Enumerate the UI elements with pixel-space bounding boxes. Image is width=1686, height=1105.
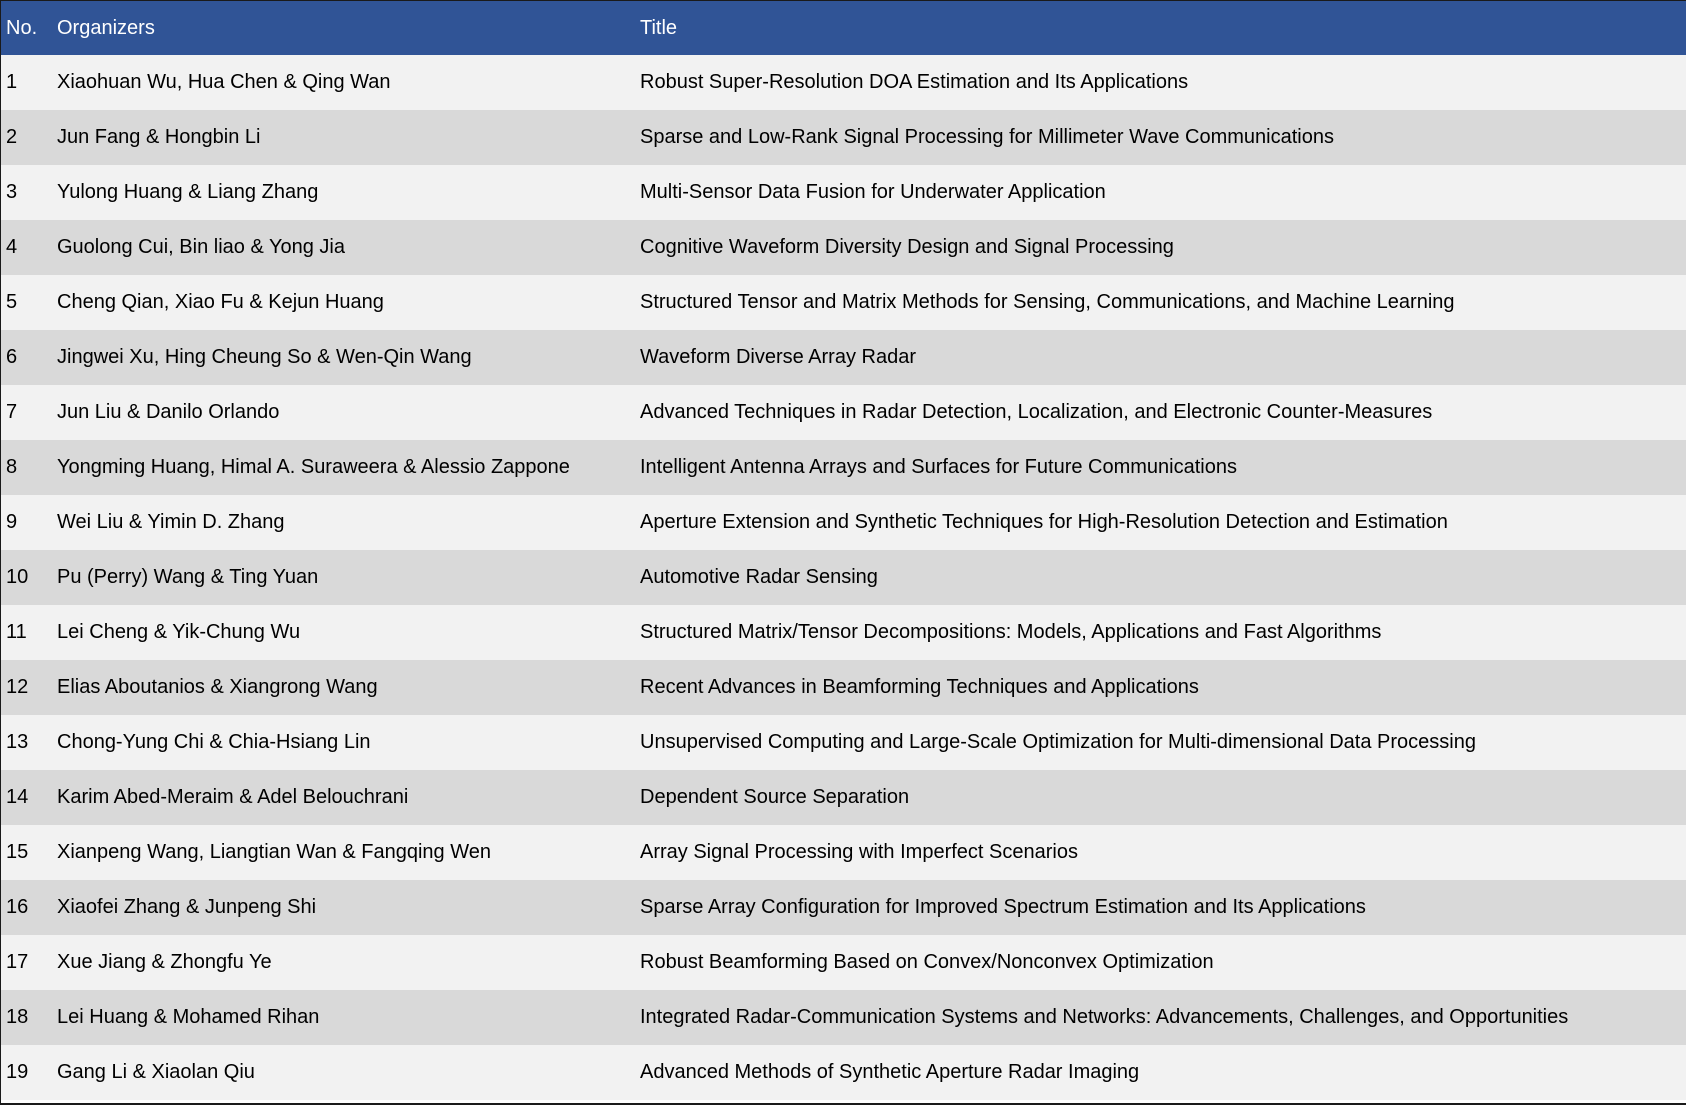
table-row bbox=[1, 330, 1686, 385]
row-title: Unsupervised Computing and Large-Scale Optimization for Multi-dimensional Data Processing bbox=[640, 731, 1476, 753]
row-number: 18 bbox=[6, 1006, 29, 1028]
table-row bbox=[1, 55, 1686, 110]
table-row bbox=[1, 1045, 1686, 1100]
row-number: 17 bbox=[6, 951, 29, 973]
row-organizers: Guolong Cui, Bin liao & Yong Jia bbox=[57, 236, 345, 258]
table-row bbox=[1, 770, 1686, 825]
row-organizers: Jun Fang & Hongbin Li bbox=[57, 126, 261, 148]
table-row bbox=[1, 385, 1686, 440]
row-title: Robust Beamforming Based on Convex/Nonconvex Optimization bbox=[640, 951, 1214, 973]
table-row bbox=[1, 550, 1686, 605]
column-header-organizers: Organizers bbox=[57, 16, 155, 39]
row-number: 15 bbox=[6, 841, 29, 863]
row-title: Sparse Array Configuration for Improved Spectrum Estimation and Its Applications bbox=[640, 896, 1366, 918]
row-organizers: Yulong Huang & Liang Zhang bbox=[57, 181, 319, 203]
table-row bbox=[1, 440, 1686, 495]
row-title: Integrated Radar-Communication Systems and Networks: Advancements, Challenges, and Opportunities bbox=[640, 1006, 1569, 1028]
row-number: 4 bbox=[6, 236, 18, 258]
row-organizers: Jun Liu & Danilo Orlando bbox=[57, 401, 280, 423]
table-body bbox=[1, 55, 1686, 1100]
row-organizers: Elias Aboutanios & Xiangrong Wang bbox=[57, 676, 378, 698]
row-number: 13 bbox=[6, 731, 29, 753]
table-row bbox=[1, 880, 1686, 935]
column-header-no: No. bbox=[6, 16, 38, 39]
row-number: 2 bbox=[6, 126, 18, 148]
row-title: Robust Super-Resolution DOA Estimation and Its Applications bbox=[640, 71, 1189, 93]
row-number: 7 bbox=[6, 401, 18, 423]
row-organizers: Wei Liu & Yimin D. Zhang bbox=[57, 511, 285, 533]
row-organizers: Chong-Yung Chi & Chia-Hsiang Lin bbox=[57, 731, 371, 753]
row-title: Structured Tensor and Matrix Methods for Sensing, Communications, and Machine Learning bbox=[640, 291, 1455, 313]
row-title: Automotive Radar Sensing bbox=[640, 566, 878, 588]
row-organizers: Cheng Qian, Xiao Fu & Kejun Huang bbox=[57, 291, 384, 313]
row-title: Aperture Extension and Synthetic Techniques for High-Resolution Detection and Estimation bbox=[640, 511, 1448, 533]
row-title: Intelligent Antenna Arrays and Surfaces for Future Communications bbox=[640, 456, 1237, 478]
table-row bbox=[1, 495, 1686, 550]
row-number: 5 bbox=[6, 291, 18, 313]
header-row bbox=[1, 1, 1686, 55]
row-organizers: Jingwei Xu, Hing Cheung So & Wen-Qin Wang bbox=[57, 346, 472, 368]
row-number: 11 bbox=[6, 621, 27, 643]
row-organizers: Xiaofei Zhang & Junpeng Shi bbox=[57, 896, 317, 918]
row-number: 8 bbox=[6, 456, 18, 478]
table-row bbox=[1, 275, 1686, 330]
table-row bbox=[1, 825, 1686, 880]
table-row bbox=[1, 165, 1686, 220]
row-organizers: Lei Cheng & Yik-Chung Wu bbox=[57, 621, 301, 643]
row-organizers: Yongming Huang, Himal A. Suraweera & Alessio Zappone bbox=[57, 456, 570, 478]
row-number: 19 bbox=[6, 1061, 29, 1083]
row-title: Waveform Diverse Array Radar bbox=[640, 346, 916, 368]
table-row bbox=[1, 715, 1686, 770]
row-number: 10 bbox=[6, 566, 29, 588]
row-title: Structured Matrix/Tensor Decompositions: Models, Applications and Fast Algorithms bbox=[640, 621, 1382, 643]
row-title: Dependent Source Separation bbox=[640, 786, 910, 808]
table-header bbox=[1, 1, 1686, 55]
row-title: Advanced Methods of Synthetic Aperture Radar Imaging bbox=[640, 1061, 1140, 1083]
row-number: 9 bbox=[6, 511, 18, 533]
table-row bbox=[1, 990, 1686, 1045]
row-organizers: Pu (Perry) Wang & Ting Yuan bbox=[57, 566, 319, 588]
row-number: 14 bbox=[6, 786, 29, 808]
table-row bbox=[1, 935, 1686, 990]
row-organizers: Gang Li & Xiaolan Qiu bbox=[57, 1061, 255, 1083]
row-number: 16 bbox=[6, 896, 29, 918]
row-title: Multi-Sensor Data Fusion for Underwater Application bbox=[640, 181, 1106, 203]
row-organizers: Lei Huang & Mohamed Rihan bbox=[57, 1006, 320, 1028]
row-number: 6 bbox=[6, 346, 18, 368]
row-organizers: Xue Jiang & Zhongfu Ye bbox=[57, 951, 272, 973]
row-title: Array Signal Processing with Imperfect Scenarios bbox=[640, 841, 1078, 863]
table-row bbox=[1, 220, 1686, 275]
row-title: Advanced Techniques in Radar Detection, Localization, and Electronic Counter-Measures bbox=[640, 401, 1433, 423]
table-row bbox=[1, 110, 1686, 165]
row-title: Recent Advances in Beamforming Techniques and Applications bbox=[640, 676, 1199, 698]
table-row bbox=[1, 605, 1686, 660]
row-number: 1 bbox=[6, 71, 18, 93]
row-organizers: Karim Abed-Meraim & Adel Belouchrani bbox=[57, 786, 409, 808]
row-number: 3 bbox=[6, 181, 18, 203]
row-organizers: Xiaohuan Wu, Hua Chen & Qing Wan bbox=[57, 71, 391, 93]
special-sessions-table bbox=[1, 1, 1686, 1100]
row-title: Sparse and Low-Rank Signal Processing for Millimeter Wave Communications bbox=[640, 126, 1334, 148]
table-row bbox=[1, 660, 1686, 715]
row-organizers: Xianpeng Wang, Liangtian Wan & Fangqing Wen bbox=[57, 841, 491, 863]
column-header-title: Title bbox=[640, 16, 678, 39]
row-number: 12 bbox=[6, 676, 29, 698]
row-title: Cognitive Waveform Diversity Design and Signal Processing bbox=[640, 236, 1174, 258]
